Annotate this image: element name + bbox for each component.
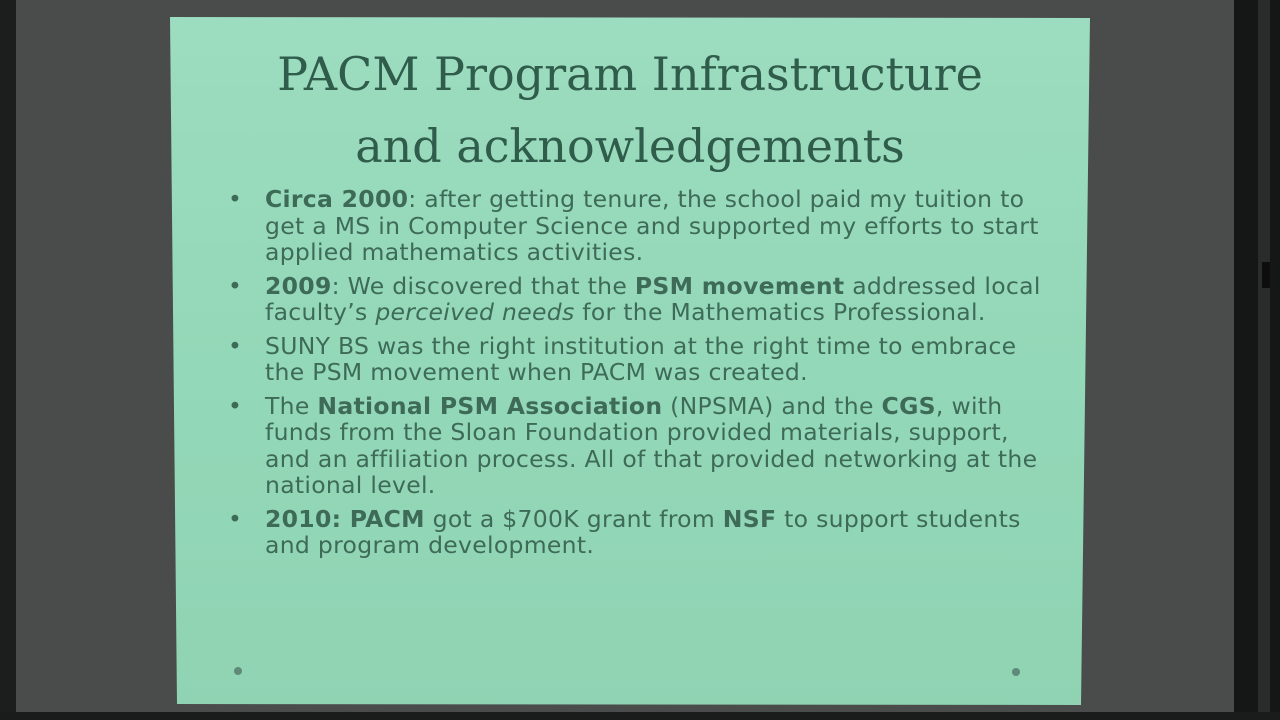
bullet-icon: • [228, 391, 243, 420]
bullet-item [228, 186, 1048, 266]
bullet-item [228, 506, 1048, 559]
bullet-list [228, 186, 1048, 566]
bullet-text: addressed local faculty’s [265, 271, 1041, 326]
bold-text: 2010: PACM [265, 504, 425, 533]
bullet-icon: • [228, 504, 243, 533]
bullet-icon: • [228, 331, 243, 360]
corner-dot-icon [234, 667, 242, 675]
bullet-item [228, 333, 1048, 386]
bullet-text: SUNY BS was the right institution at the right time to embrace the PSM movement when PACM was created. [265, 331, 1017, 386]
bullet-icon: • [228, 185, 243, 213]
title-line: and acknowledgements [355, 119, 905, 173]
bold-text: Circa 2000 [265, 185, 409, 213]
bold-text: CGS [881, 391, 936, 420]
bullet-text: : after getting tenure, the school paid my tuition to get a MS in Computer Science and supported my efforts to start applied mathematics activities. [265, 185, 1039, 266]
corner-dot-icon [1012, 668, 1020, 676]
bold-text: NSF [722, 504, 777, 533]
bullet-item [228, 273, 1048, 326]
bullet-text: , with funds from the Sloan Foundation provided materials, support, and an affiliation process. All of that provided networking at the national level. [265, 391, 1038, 499]
bullet-text: (NPSMA) and the [662, 391, 882, 420]
slide-title [170, 38, 1090, 182]
title-line: PACM Program Infrastructure [277, 47, 983, 101]
bold-text: 2009 [265, 271, 332, 300]
bullet-text: to support students and program development. [265, 504, 1021, 559]
bullet-item [228, 393, 1048, 499]
bullet-text: got a $700K grant from [424, 504, 723, 533]
bullet-text: for the Mathematics Professional. [574, 298, 986, 326]
bullet-text: The [265, 391, 318, 420]
bullet-icon: • [228, 271, 243, 300]
bullet-text: : We discovered that the [331, 271, 635, 300]
italic-text: perceived needs [375, 298, 575, 326]
bold-text: National PSM Association [317, 391, 663, 420]
bold-text: PSM movement [634, 271, 845, 300]
